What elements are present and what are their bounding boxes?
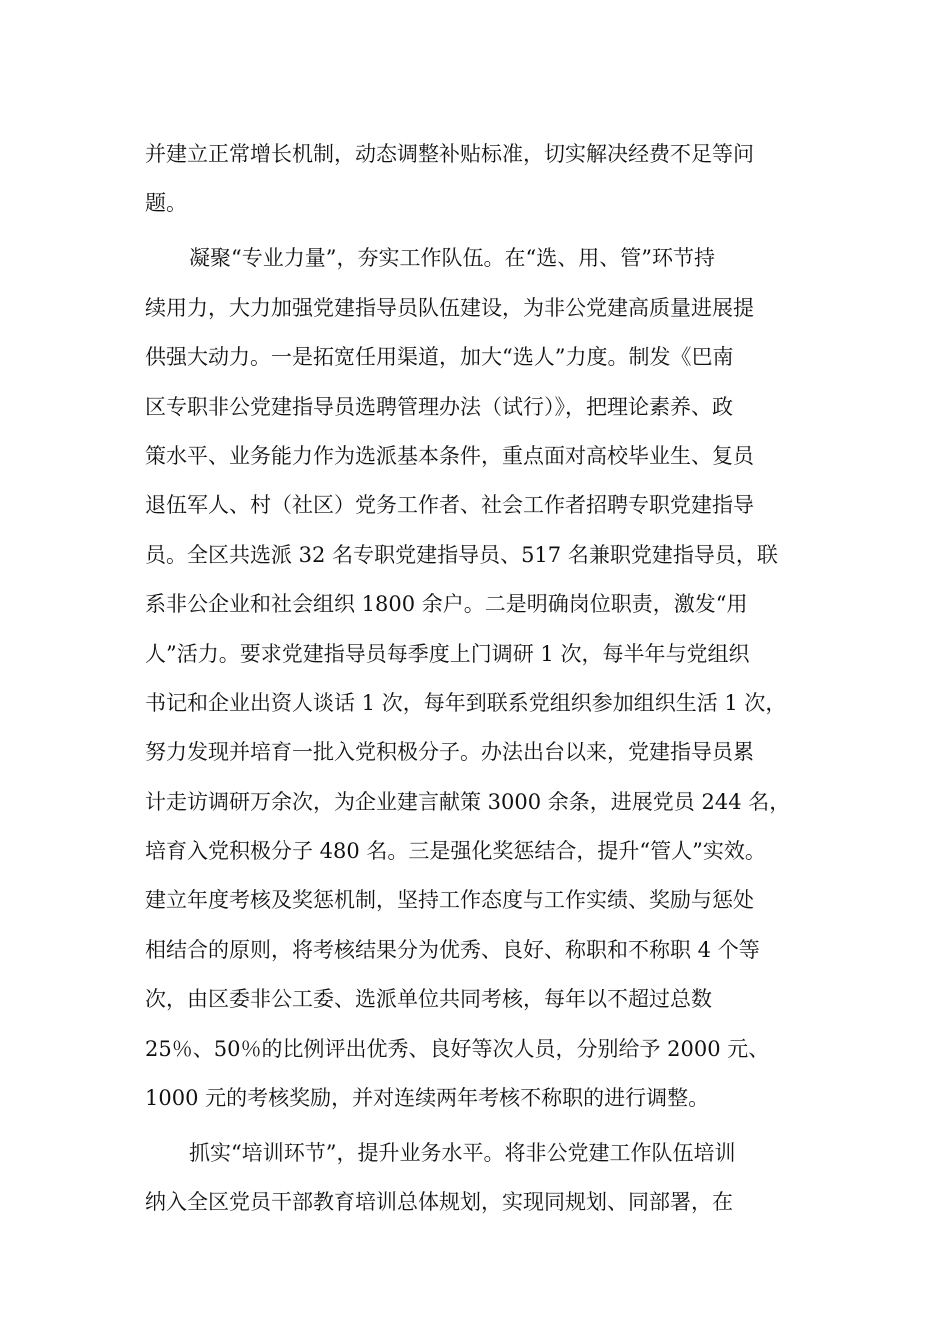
text-line: 区专职非公党建指导员选聘管理办法（试行）》，把理论素养、政 [145, 394, 733, 419]
text-line: 纳入全区党员干部教育培训总体规划，实现同规划、同部署，在 [145, 1190, 733, 1215]
text-line: 系非公企业和社会组织 1800 余户。二是明确岗位职责，激发“用 [145, 592, 748, 617]
text-line: 供强大动力。一是拓宽任用渠道，加大“选人”力度。制发《巴南 [145, 345, 734, 370]
text-line: 并建立正常增长机制，动态调整补贴标准，切实解决经费不足等问 [145, 142, 754, 166]
text-line: 退伍军人、村（社区）党务工作者、社会工作者招聘专职党建指导 [145, 493, 754, 518]
text-line: 建立年度考核及奖惩机制，坚持工作态度与工作实绩、奖励与惩处 [145, 888, 754, 913]
text-line: 续用力，大力加强党建指导员队伍建设，为非公党建高质量进展提 [145, 295, 754, 320]
text-line: 培育入党积极分子 480 名。三是强化奖惩结合，提升“管人”实效。 [145, 839, 766, 864]
paragraph-start-line: 抓实“培训环节”，提升业务水平。将非公党建工作队伍培训 [189, 1141, 736, 1166]
text-line: 人”活力。要求党建指导员每季度上门调研 1 次，每半年与党组织 [145, 641, 750, 666]
text-line: 计走访调研万余次，为企业建言献策 3000 余条，进展党员 244 名， [145, 789, 791, 814]
text-line: 题。 [145, 191, 187, 216]
text-line: 1000 元的考核奖励，并对连续两年考核不称职的进行调整。 [145, 1086, 710, 1111]
text-line: 努力发现并培育一批入党积极分子。办法出台以来，党建指导员累 [145, 740, 754, 765]
paragraph-start-line: 凝聚“专业力量”，夯实工作队伍。在“选、用、管”环节持 [189, 246, 715, 271]
text-line: 员。全区共选派 32 名专职党建指导员、517 名兼职党建指导员，联 [145, 542, 778, 567]
text-line: 书记和企业出资人谈话 1 次，每年到联系党组织参加组织生活 1 次， [145, 690, 787, 715]
text-line: 25％、50％的比例评出优秀、良好等次人员，分别给予 2000 元、 [145, 1036, 770, 1061]
text-line: 策水平、业务能力作为选派基本条件，重点面对高校毕业生、复员 [145, 443, 754, 468]
body-text [145, 134, 815, 1232]
text-line: 次，由区委非公工委、选派单位共同考核，每年以不超过总数 [145, 987, 712, 1012]
text-line: 相结合的原则，将考核结果分为优秀、良好、称职和不称职 4 个等 [145, 937, 760, 962]
